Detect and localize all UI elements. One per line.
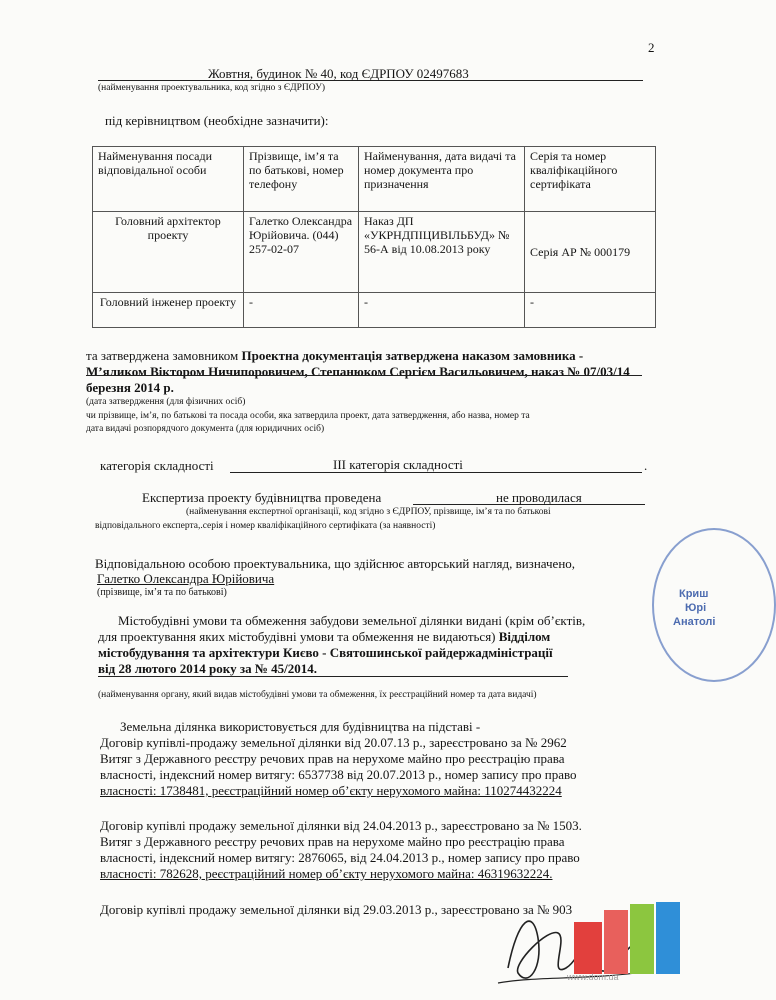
table-cell-document: Наказ ДП «УКРНДПІЦИВІЛЬБУД» № 56-А від 10.08.2013 року — [359, 212, 525, 293]
table-header-cell: Найменування посади відповідальної особи — [93, 147, 244, 212]
approval-underline — [86, 375, 642, 376]
stamp-text-2: Юрі — [685, 602, 707, 614]
expertise-label: Експертиза проекту будівництва проведена — [142, 490, 382, 505]
approval-bold-2: М’яликом Віктором Ничипоровичем, Степанюком Сергієм Васильовичем, наказ № 07/03/14 — [86, 364, 630, 379]
watermark: www.dom.ua — [567, 972, 619, 982]
conditions-line-2-normal: для проектування яких містобудівні умови та обмеження не видаються) — [98, 629, 496, 644]
land-block2-line: власності: 782628, реєстраційний номер об’єкту нерухомого майна: 46319632224. — [100, 866, 553, 881]
category-label: категорія складності — [100, 458, 214, 473]
land-block2-line: Договір купівлі продажу земельної ділянки від 24.04.2013 р., зареєстровано за № 1503. — [100, 818, 582, 833]
supervision-caption: (прізвище, ім’я та по батькові) — [97, 587, 227, 598]
table-header-row — [93, 147, 656, 212]
conditions-line-2 — [98, 629, 550, 645]
approval-caption-3: дата видачі розпорядчого документа (для юридичних осіб) — [86, 424, 325, 434]
expertise-value: не проводилася — [496, 490, 582, 505]
conditions-line-1: Містобудівні умови та обмеження забудови земельної ділянки видані (крім об’єктів, — [118, 613, 586, 628]
table-cell-name: - — [244, 293, 359, 328]
logo-buildings-icon — [572, 902, 682, 974]
conditions-underline — [98, 676, 568, 677]
land-block2-line: Витяг з Державного реєстру речових прав на нерухоме майно про реєстрацію права — [100, 834, 565, 849]
table-header-cell: Найменування, дата видачі та номер документа про призначення — [359, 147, 525, 212]
table-cell-position: Головний архітектор проекту — [93, 212, 244, 293]
category-end: . — [644, 458, 648, 473]
approval-bold-3: березня 2014 р. — [86, 380, 174, 395]
conditions-caption: (найменування органу, який видав містобудівні умови та обмеження, їх реєстраційний номер та дата видачі) — [98, 690, 537, 700]
approval-caption-2: чи прізвище, ім’я, по батькові та посада особи, яка затвердила проект, дата затвердження, або назва, номер та — [86, 411, 530, 421]
supervision-label: Відповідальною особою проектувальника, що здійснює авторський нагляд, визначено, — [95, 556, 576, 571]
table-cell-position: Головний інженер проекту — [93, 293, 244, 328]
land-block1-line: Витяг з Державного реєстру речових прав на нерухоме майно про реєстрацію права — [100, 751, 565, 766]
land-intro: Земельна ділянка використовується для будівництва на підставі - — [120, 719, 481, 734]
table-cell-certificate: Серія АР № 000179 — [525, 212, 656, 293]
table-cell-name: Галетко Олександра Юрійовича. (044) 257-02-07 — [244, 212, 359, 293]
page-number: 2 — [648, 40, 655, 55]
leadership-label: під керівництвом (необхідне зазначити): — [105, 113, 329, 128]
approval-bold-1: Проектна документація затверджена наказом замовника - — [241, 348, 584, 363]
conditions-line-4: від 28 лютого 2014 року за № 45/2014. — [98, 661, 317, 676]
conditions-line-2-bold: Відділом — [498, 629, 551, 644]
table-cell-certificate: - — [525, 293, 656, 328]
category-value: ІІІ категорія складності — [333, 457, 463, 472]
stamp-text-3: Анатолі — [673, 616, 716, 628]
land-block1-line: Договір купівлі-продажу земельної ділянки від 20.07.13 р., зареєстровано за № 2962 — [100, 735, 567, 750]
table-row — [93, 293, 656, 328]
land-block2-line: власності, індексний номер витягу: 2876065, від 24.04.2013 р., номер запису про право — [100, 850, 580, 865]
responsible-persons-table — [92, 146, 656, 328]
approval-prefix: та затверджена замовником — [86, 348, 239, 363]
table-row — [93, 212, 656, 293]
stamp-seal — [652, 528, 776, 682]
approval-caption-1: (дата затвердження (для фізичних осіб) — [86, 397, 246, 407]
expertise-caption-2: відповідального експерта,.серія і номер кваліфікаційного сертифіката (за наявності) — [95, 521, 436, 531]
supervision-value: Галетко Олександра Юрійовича — [97, 571, 275, 586]
table-header-cell: Прізвище, ім’я та по батькові, номер телефону — [244, 147, 359, 212]
land-block1-line: власності: 1738481, реєстраційний номер об’єкту нерухомого майна: 110274432224 — [100, 783, 562, 798]
table-cell-document: - — [359, 293, 525, 328]
table-header-cell: Серія та номер кваліфікаційного сертифіката — [525, 147, 656, 212]
expertise-caption-1: (найменування експертної організації, код згідно з ЄДРПОУ, прізвище, ім’я та по батькові — [186, 507, 551, 517]
land-block3-line: Договір купівлі продажу земельної ділянки від 29.03.2013 р., зареєстровано за № 903 — [100, 902, 573, 917]
designer-caption: (найменування проектувальника, код згідно з ЄДРПОУ) — [98, 83, 326, 93]
stamp-text-1: Криш — [679, 588, 709, 600]
conditions-line-3: містобудування та архітектури Києво - Святошинської райдержадміністрації — [98, 645, 553, 660]
approval-line-1 — [86, 348, 583, 364]
designer-info: Жовтня, будинок № 40, код ЄДРПОУ 02497683 — [208, 66, 469, 81]
land-block1-line: власності, індексний номер витягу: 6537738 від 20.07.2013 р., номер запису про право — [100, 767, 577, 782]
